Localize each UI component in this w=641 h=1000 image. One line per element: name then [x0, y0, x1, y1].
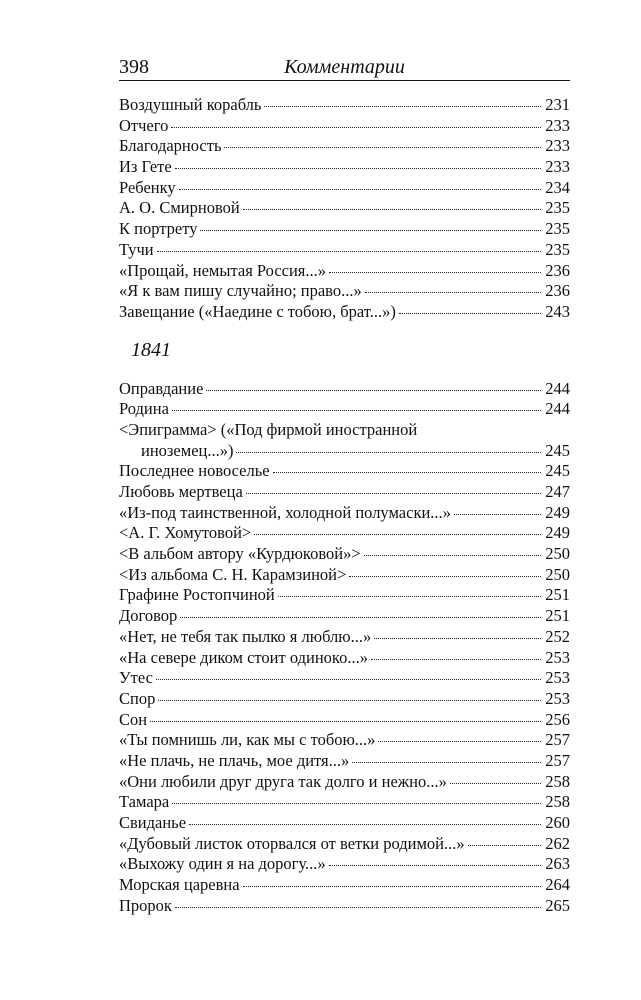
leader-dots	[180, 617, 541, 618]
page-number: 398	[119, 56, 149, 78]
leader-dots	[246, 493, 541, 494]
toc-entry-page: 251	[545, 606, 570, 626]
toc-entry-page: 260	[545, 813, 570, 832]
toc-entry-title: <А. Г. Хомутовой>	[119, 523, 252, 543]
toc-entry-title: Тучи	[119, 239, 154, 259]
toc-entry-title: Сон	[119, 709, 148, 729]
toc-entry	[119, 461, 570, 482]
toc-entry	[119, 606, 570, 627]
toc-entry-page: 256	[545, 709, 570, 729]
toc-list-1841	[119, 379, 570, 917]
toc-entry-title: К портрету	[119, 219, 198, 239]
toc-entry-title: «Выхожу один я на дорогу...»	[119, 854, 326, 874]
toc-entry	[119, 302, 570, 323]
leader-dots	[450, 783, 541, 784]
toc-entry	[119, 730, 570, 751]
leader-dots	[329, 865, 541, 866]
toc-entry-title: Воздушный корабль	[119, 95, 262, 114]
toc-entry-page: 265	[545, 895, 570, 915]
leader-dots	[179, 189, 541, 190]
toc-entry-title: Графине Ростопчиной	[119, 585, 275, 605]
leader-dots	[206, 390, 541, 391]
toc-entry	[119, 710, 570, 731]
toc-entry	[119, 523, 570, 544]
toc-entry	[119, 136, 570, 157]
toc-entry-page: 233	[545, 157, 570, 177]
running-title: Комментарии	[284, 56, 405, 78]
leader-dots	[172, 410, 541, 411]
toc-entry	[119, 668, 570, 689]
toc-entry-page: 235	[545, 239, 570, 259]
leader-dots	[254, 534, 541, 535]
toc-entry	[119, 281, 570, 302]
toc-entry-page: 262	[545, 833, 570, 853]
leader-dots	[399, 313, 541, 314]
leader-dots	[378, 741, 541, 742]
toc-entry-title: «Я к вам пишу случайно; право...»	[119, 281, 362, 301]
leader-dots	[352, 762, 541, 763]
toc-entry-title: Спор	[119, 688, 156, 708]
toc-entry-title: Родина	[119, 399, 169, 419]
toc-entry	[119, 503, 570, 524]
toc-entry-page: 263	[545, 854, 570, 874]
toc-entry-page: 253	[545, 668, 570, 688]
leader-dots	[150, 721, 541, 722]
leader-dots	[349, 576, 541, 577]
toc-entry-page: 236	[545, 260, 570, 280]
toc-entry-title: Завещание («Наедине с тобою, брат...»)	[119, 301, 396, 321]
toc-entry-page: 236	[545, 281, 570, 301]
toc-entry-title: «Прощай, немытая Россия...»	[119, 260, 327, 280]
toc-list-1840	[119, 95, 570, 323]
leader-dots	[468, 845, 541, 846]
leader-dots	[243, 886, 541, 887]
leader-dots	[371, 659, 541, 660]
toc-entry-page: 251	[545, 585, 570, 605]
toc-entry	[119, 875, 570, 896]
leader-dots	[224, 147, 541, 148]
toc-entry	[119, 813, 570, 834]
toc-entry	[119, 689, 570, 710]
toc-entry	[119, 834, 570, 855]
toc-entry-page: 234	[545, 177, 570, 197]
toc-entry-page: 252	[545, 626, 570, 646]
toc-entry-title: <Эпиграмма> («Под фирмой иностранной	[119, 419, 418, 439]
toc-entry-page: 253	[545, 688, 570, 708]
toc-entry-page: 233	[545, 115, 570, 135]
toc-entry-page: 264	[545, 875, 570, 895]
leader-dots	[365, 292, 541, 293]
leader-dots	[175, 907, 541, 908]
toc-entry	[119, 116, 570, 137]
toc-entry-title: Договор	[119, 606, 178, 626]
toc-entry-page: 250	[545, 544, 570, 564]
toc-entry-page: 244	[545, 378, 570, 398]
leader-dots	[329, 272, 541, 273]
toc-entry-title-continued: иноземец...»)	[141, 440, 234, 460]
leader-dots	[171, 127, 541, 128]
toc-entry	[119, 792, 570, 813]
leader-dots	[278, 596, 541, 597]
toc-entry-title: Оправдание	[119, 378, 204, 398]
toc-entry-title: Утес	[119, 668, 153, 688]
leader-dots	[158, 700, 541, 701]
leader-dots	[157, 251, 541, 252]
toc-entry-title: Морская царевна	[119, 875, 240, 895]
toc-entry	[119, 399, 570, 420]
toc-entry	[119, 379, 570, 400]
toc-entry-title: Свиданье	[119, 813, 187, 832]
leader-dots	[374, 638, 541, 639]
toc-entry	[119, 198, 570, 219]
year-heading: 1841	[131, 338, 171, 361]
toc-entry-title: «Из-под таинственной, холодной полумаски...»	[119, 502, 451, 522]
toc-entry-page: 250	[545, 564, 570, 584]
toc-entry-title: Тамара	[119, 792, 170, 812]
toc-entry-page: 249	[545, 502, 570, 522]
toc-entry	[119, 627, 570, 648]
toc-entry	[119, 420, 570, 461]
toc-entry-page: 231	[545, 95, 570, 114]
toc-entry-title: Последнее новоселье	[119, 461, 270, 481]
leader-dots	[454, 514, 541, 515]
toc-entry-title: Любовь мертвеца	[119, 482, 243, 501]
leader-dots	[236, 452, 541, 453]
toc-entry	[119, 261, 570, 282]
toc-entry	[119, 482, 570, 503]
toc-entry	[119, 157, 570, 178]
toc-entry	[119, 95, 570, 116]
toc-entry	[119, 565, 570, 586]
toc-entry	[119, 544, 570, 565]
toc-entry-page: 244	[545, 399, 570, 419]
toc-entry-title: «Нет, не тебя так пылко я люблю...»	[119, 626, 372, 646]
toc-entry-page: 258	[545, 792, 570, 812]
toc-entry-page: 243	[545, 301, 570, 321]
toc-entry-title: «Ты помнишь ли, как мы с тобою...»	[119, 730, 376, 750]
toc-entry-title: «Не плачь, не плачь, мое дитя...»	[119, 750, 350, 770]
toc-entry	[119, 772, 570, 793]
toc-entry-page: 235	[545, 219, 570, 239]
leader-dots	[156, 679, 541, 680]
toc-entry	[119, 240, 570, 261]
toc-entry-page: 253	[545, 647, 570, 667]
toc-entry-title: Ребенку	[119, 177, 176, 197]
toc-entry-title: <В альбом автору «Курдюковой»>	[119, 544, 361, 564]
toc-entry-title: «Они любили друг друга так долго и нежно...»	[119, 771, 447, 791]
toc-entry-page: 247	[545, 482, 570, 501]
toc-entry-title: «Дубовый листок оторвался от ветки родимой...»	[119, 833, 465, 853]
toc-entry	[119, 854, 570, 875]
leader-dots	[273, 472, 541, 473]
toc-entry-title: <Из альбома С. Н. Карамзиной>	[119, 564, 347, 584]
toc-entry-page: 257	[545, 750, 570, 770]
toc-entry-title: Из Гете	[119, 157, 172, 177]
toc-entry	[119, 585, 570, 606]
toc-entry-page: 245	[545, 461, 570, 481]
leader-dots	[189, 824, 541, 825]
toc-entry-page: 249	[545, 523, 570, 543]
leader-dots	[200, 230, 541, 231]
toc-entry-page: 235	[545, 198, 570, 218]
toc-entry-title: Пророк	[119, 895, 172, 915]
leader-dots	[264, 106, 541, 107]
toc-entry-title: А. О. Смирновой	[119, 198, 240, 218]
toc-entry	[119, 219, 570, 240]
book-page	[119, 54, 570, 916]
leader-dots	[175, 168, 541, 169]
leader-dots	[172, 803, 541, 804]
toc-entry	[119, 751, 570, 772]
toc-entry-page: 257	[545, 730, 570, 750]
leader-dots	[364, 555, 541, 556]
toc-entry	[119, 896, 570, 917]
toc-entry-title: «На севере диком стоит одиноко...»	[119, 647, 368, 667]
toc-entry-page: 258	[545, 771, 570, 791]
toc-entry	[119, 178, 570, 199]
toc-entry-page: 233	[545, 136, 570, 156]
toc-entry-title: Отчего	[119, 115, 169, 135]
toc-entry	[119, 648, 570, 669]
toc-entry-title: Благодарность	[119, 136, 222, 156]
leader-dots	[243, 209, 541, 210]
toc-entry-page: 245	[545, 440, 570, 460]
running-header	[119, 54, 570, 81]
